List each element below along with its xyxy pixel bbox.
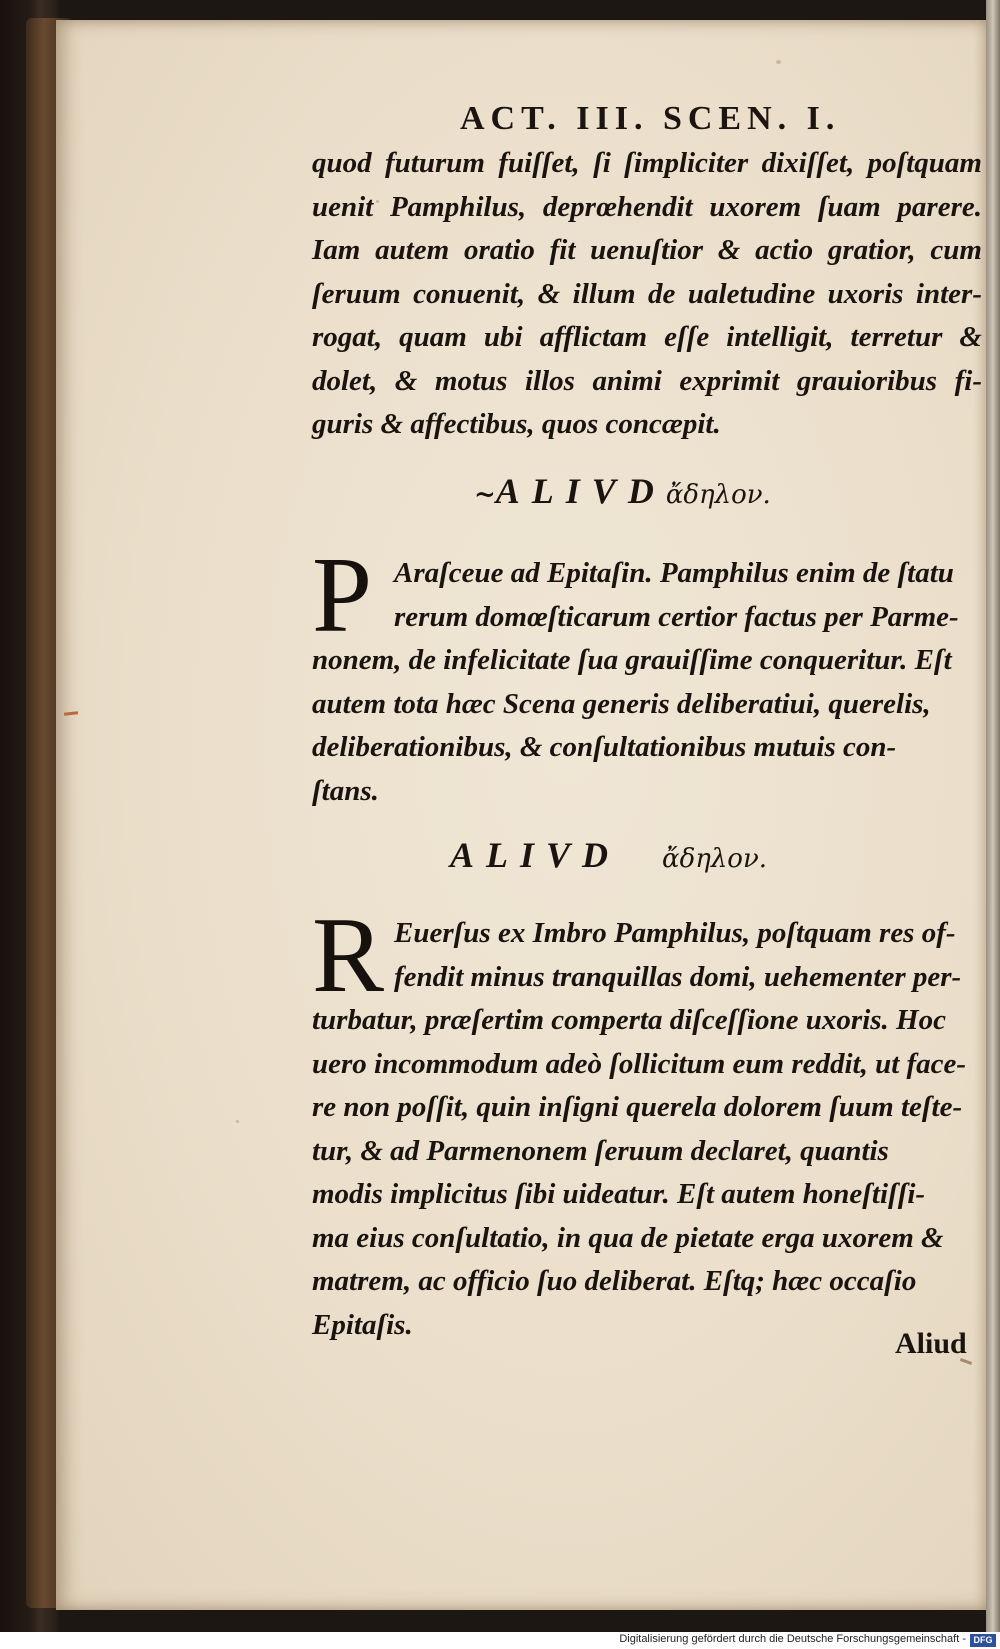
page-stack-edge bbox=[986, 0, 1000, 1632]
text-line: Iam autem oratio fit uenuſtior & actio gratior, cum bbox=[312, 234, 982, 266]
drop-cap: R bbox=[312, 896, 385, 1015]
text-line: uenit Pamphilus, deprœhendit uxorem ſuam parere. bbox=[312, 190, 982, 223]
text-line: tur, & ad Parmenonem ſeruum declaret, quantis bbox=[312, 1134, 889, 1167]
heading-greek: ἄδηλον. bbox=[662, 844, 768, 874]
text-line: ſtans. bbox=[312, 774, 379, 807]
paragraph-2 bbox=[312, 896, 982, 1347]
intro-paragraph bbox=[312, 142, 982, 447]
text-line: modis implicitus ſibi uideatur. Eſt autem honeſtiſſi- bbox=[312, 1178, 926, 1210]
text-line: nonem, de infelicitate ſua grauiſſime conqueritur. Eſt bbox=[312, 644, 952, 676]
text-line: Araſceue ad Epitaſin. Pamphilus enim de ſtatu bbox=[394, 557, 954, 589]
text-line: ma eius conſultatio, in qua de pietate erga uxorem & bbox=[312, 1221, 944, 1254]
heading-greek: ἄδηλον. bbox=[665, 480, 771, 510]
digitization-credit: Digitalisierung gefördert durch die Deutsche Forschungsgemeinschaft - bbox=[619, 1633, 966, 1645]
heading-latin: ALIVD bbox=[450, 835, 621, 875]
text-line: deliberationibus, & conſultationibus mutuis con- bbox=[312, 731, 897, 763]
text-line: quod futurum fuiſſet, ſi ſimpliciter dixiſſet, poſtquam bbox=[312, 147, 982, 179]
running-head: ACT. III. SCEN. I. bbox=[460, 100, 841, 137]
flourish-ornament: ~ bbox=[474, 480, 496, 510]
text-line: dolet, & motus illos animi exprimit grauioribus fi- bbox=[312, 364, 982, 397]
catchword: Aliud bbox=[895, 1327, 967, 1360]
text-line: re non poſſit, quin inſigni querela dolorem ſuum teſte- bbox=[312, 1091, 963, 1123]
heading-latin: ALIVD bbox=[495, 471, 666, 511]
text-line: autem tota hæc Scena generis deliberatiui, querelis, bbox=[312, 687, 931, 720]
paper-speck bbox=[776, 60, 781, 64]
text-line: uero incommodum adeò ſollicitum eum reddit, ut face- bbox=[312, 1047, 967, 1080]
text-line: turbatur, præſertim comperta diſceſſione uxoris. Hoc bbox=[312, 1004, 946, 1036]
dfg-logo[interactable]: DFG bbox=[970, 1634, 996, 1647]
text-line: rerum domœſticarum certior factus per Parme- bbox=[394, 600, 959, 633]
text-line: matrem, ac officio ſuo deliberat. Eſtq; hæc occaſio bbox=[312, 1265, 917, 1297]
text-line: Euerſus ex Imbro Pamphilus, poſtquam res of- bbox=[394, 917, 956, 949]
text-line: ſeruum conuenit, & illum de ualetudine uxoris inter- bbox=[312, 277, 982, 310]
paragraph-1 bbox=[312, 536, 982, 813]
text-line: fendit minus tranquillas domi, uehementer per- bbox=[394, 960, 962, 993]
section-heading-2 bbox=[450, 834, 767, 876]
text-line: guris & affectibus, quos concæpit. bbox=[312, 408, 721, 440]
drop-cap: P bbox=[312, 536, 373, 655]
section-heading-1 bbox=[474, 470, 771, 512]
paper-speck bbox=[236, 1120, 239, 1123]
text-line: Epitaſis. bbox=[312, 1308, 413, 1341]
text-line: rogat, quam ubi afflictam eſſe intelligit, terretur & bbox=[312, 321, 982, 353]
